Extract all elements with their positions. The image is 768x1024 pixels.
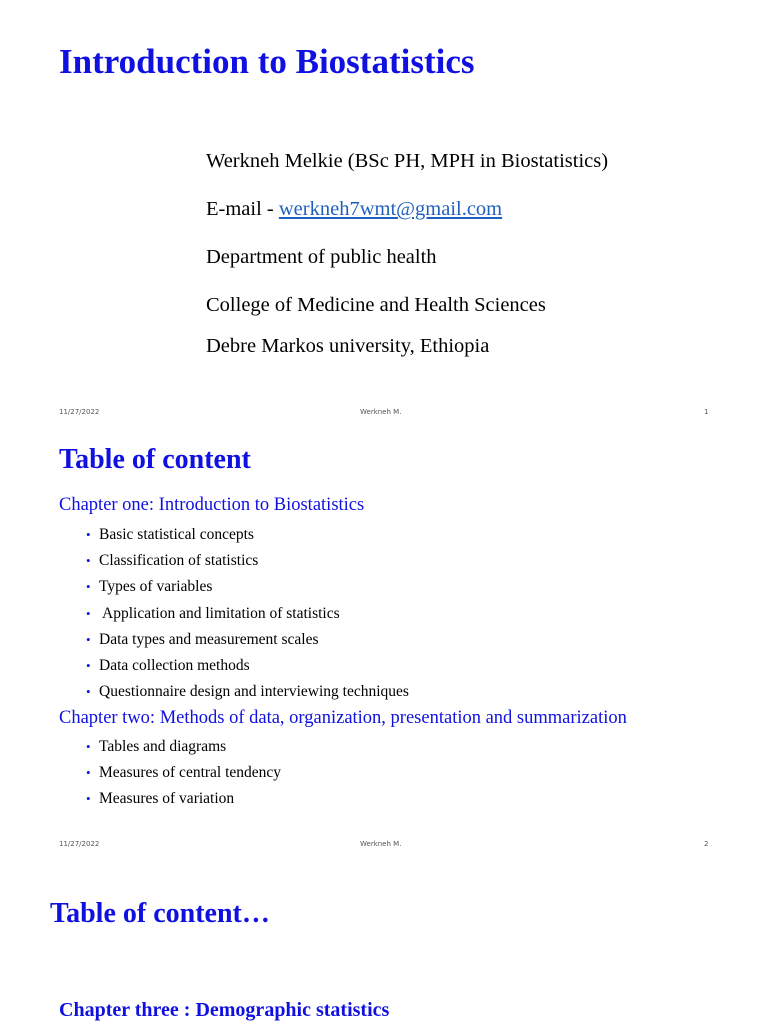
bullet-icon: • (86, 657, 91, 673)
email-line (206, 198, 502, 221)
chapter-two-heading: Chapter two: Methods of data, organization, presentation and summarization (59, 708, 627, 728)
footer-author: Werkneh M. (360, 840, 402, 848)
chapter-three-heading: Chapter three : Demographic statistics (59, 999, 390, 1021)
slide-3 (0, 864, 768, 1024)
email-link[interactable]: werkneh7wmt@gmail.com (278, 198, 503, 220)
chapter-one-list (86, 526, 409, 709)
list-item: • Application and limitation of statistics (86, 604, 340, 622)
list-item: • Data types and measurement scales (86, 630, 319, 648)
bullet-icon: • (86, 765, 91, 781)
email-label: E-mail - (206, 198, 279, 220)
chapter-one-heading: Chapter one: Introduction to Biostatistics (59, 495, 365, 515)
list-item: • Measures of central tendency (86, 764, 282, 782)
bullet-icon: • (86, 553, 91, 569)
slide-title: Table of content (59, 444, 251, 475)
footer-date: 11/27/2022 (59, 840, 100, 848)
slide-1 (0, 0, 768, 432)
footer-author: Werkneh M. (360, 408, 402, 416)
list-item: • Questionnaire design and interviewing techniques (86, 683, 409, 701)
department: Department of public health (206, 246, 437, 268)
list-item: • Types of variables (86, 578, 213, 596)
university: Debre Markos university, Ethiopia (206, 335, 490, 357)
bullet-icon: • (86, 684, 91, 700)
author-name: Werkneh Melkie (BSc PH, MPH in Biostatistics) (206, 150, 609, 172)
slide-title: Introduction to Biostatistics (59, 42, 475, 81)
list-item: • Basic statistical concepts (86, 526, 254, 543)
bullet-icon: • (86, 791, 91, 807)
footer-page-number: 2 (704, 840, 709, 848)
footer-page-number: 1 (704, 408, 709, 416)
college: College of Medicine and Health Sciences (206, 294, 546, 316)
list-item: • Classification of statistics (86, 552, 259, 570)
list-item: • Measures of variation (86, 790, 235, 808)
chapter-two-list (86, 738, 281, 817)
bullet-icon: • (86, 631, 91, 647)
bullet-icon: • (86, 605, 91, 621)
footer-date: 11/27/2022 (59, 408, 100, 416)
slide-2 (0, 432, 768, 864)
slide-title: Table of content… (50, 898, 270, 929)
bullet-icon: • (86, 579, 91, 595)
bullet-icon: • (86, 739, 91, 754)
list-item: • Tables and diagrams (86, 738, 227, 755)
list-item: • Data collection methods (86, 656, 250, 674)
bullet-icon: • (86, 527, 91, 542)
